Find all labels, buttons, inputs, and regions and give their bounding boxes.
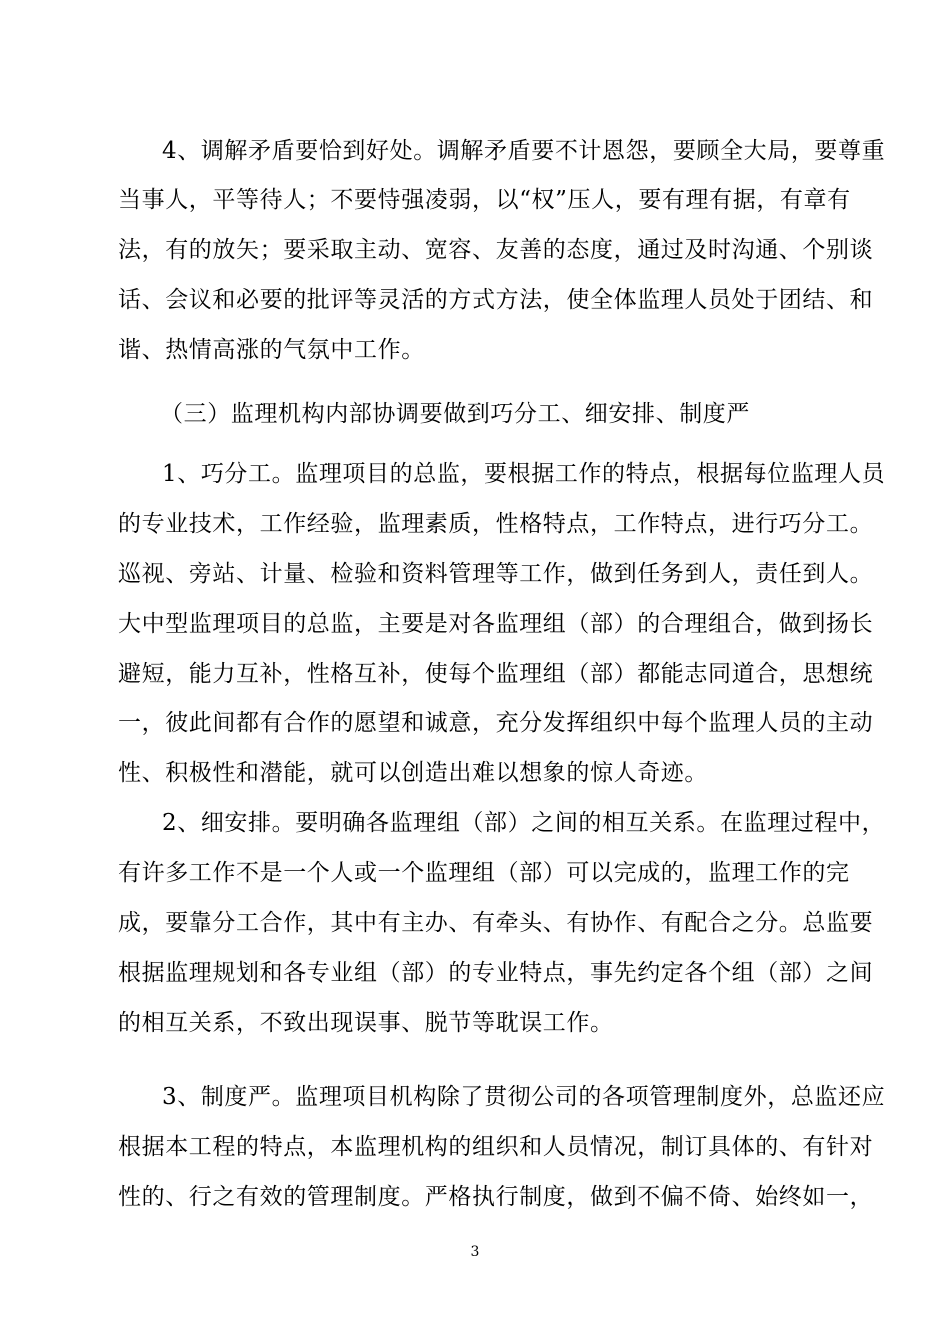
paragraph-line: 法，有的放矢；要采取主动、宽容、友善的态度，通过及时沟通、个别谈 — [118, 237, 874, 263]
paragraph-line: 一，彼此间都有合作的愿望和诚意，充分发挥组织中每个监理人员的主动 — [118, 710, 874, 736]
page-number: 3 — [470, 1244, 480, 1260]
paragraph-line: 根据监理规划和各专业组（部）的专业特点，事先约定各个组（部）之间 — [118, 960, 874, 986]
paragraph-line: 性、积极性和潜能，就可以创造出难以想象的惊人奇迹。 — [118, 760, 708, 786]
paragraph-line: 的专业技术，工作经验，监理素质，性格特点，工作特点，进行巧分工。 — [118, 511, 874, 537]
paragraph-line: 1、巧分工。监理项目的总监，要根据工作的特点，根据每位监理人员 — [162, 461, 886, 487]
paragraph-line: 大中型监理项目的总监，主要是对各监理组（部）的合理组合，做到扬长 — [118, 611, 874, 637]
paragraph-line: 4、调解矛盾要恰到好处。调解矛盾要不计恩怨，要顾全大局，要尊重 — [162, 138, 886, 164]
paragraph-line: 成，要靠分工合作，其中有主办、有牵头、有协作、有配合之分。总监要 — [118, 910, 874, 936]
paragraph-line: 3、制度严。监理项目机构除了贯彻公司的各项管理制度外，总监还应 — [162, 1084, 886, 1110]
paragraph-line: 避短，能力互补，性格互补，使每个监理组（部）都能志同道合，思想统 — [118, 661, 874, 687]
paragraph-line: 2、细安排。要明确各监理组（部）之间的相互关系。在监理过程中， — [162, 810, 886, 836]
paragraph-line: 巡视、旁站、计量、检验和资料管理等工作，做到任务到人，责任到人。 — [118, 561, 874, 587]
paragraph-line: 谐、热情高涨的气氛中工作。 — [118, 337, 425, 363]
paragraph-line: 有许多工作不是一个人或一个监理组（部）可以完成的，监理工作的完 — [118, 860, 850, 886]
paragraph-line: 根据本工程的特点，本监理机构的组织和人员情况，制订具体的、有针对 — [118, 1134, 874, 1160]
paragraph-line: 的相互关系，不致出现误事、脱节等耽误工作。 — [118, 1010, 614, 1036]
paragraph-line: 性的、行之有效的管理制度。严格执行制度，做到不偏不倚、始终如一， — [118, 1184, 874, 1210]
section-heading: （三）监理机构内部协调要做到巧分工、细安排、制度严 — [160, 401, 750, 427]
paragraph-line: 话、会议和必要的批评等灵活的方式方法，使全体监理人员处于团结、和 — [118, 287, 874, 313]
paragraph-line: 当事人，平等待人；不要恃强凌弱，以“权”压人，要有理有据，有章有 — [118, 187, 851, 213]
